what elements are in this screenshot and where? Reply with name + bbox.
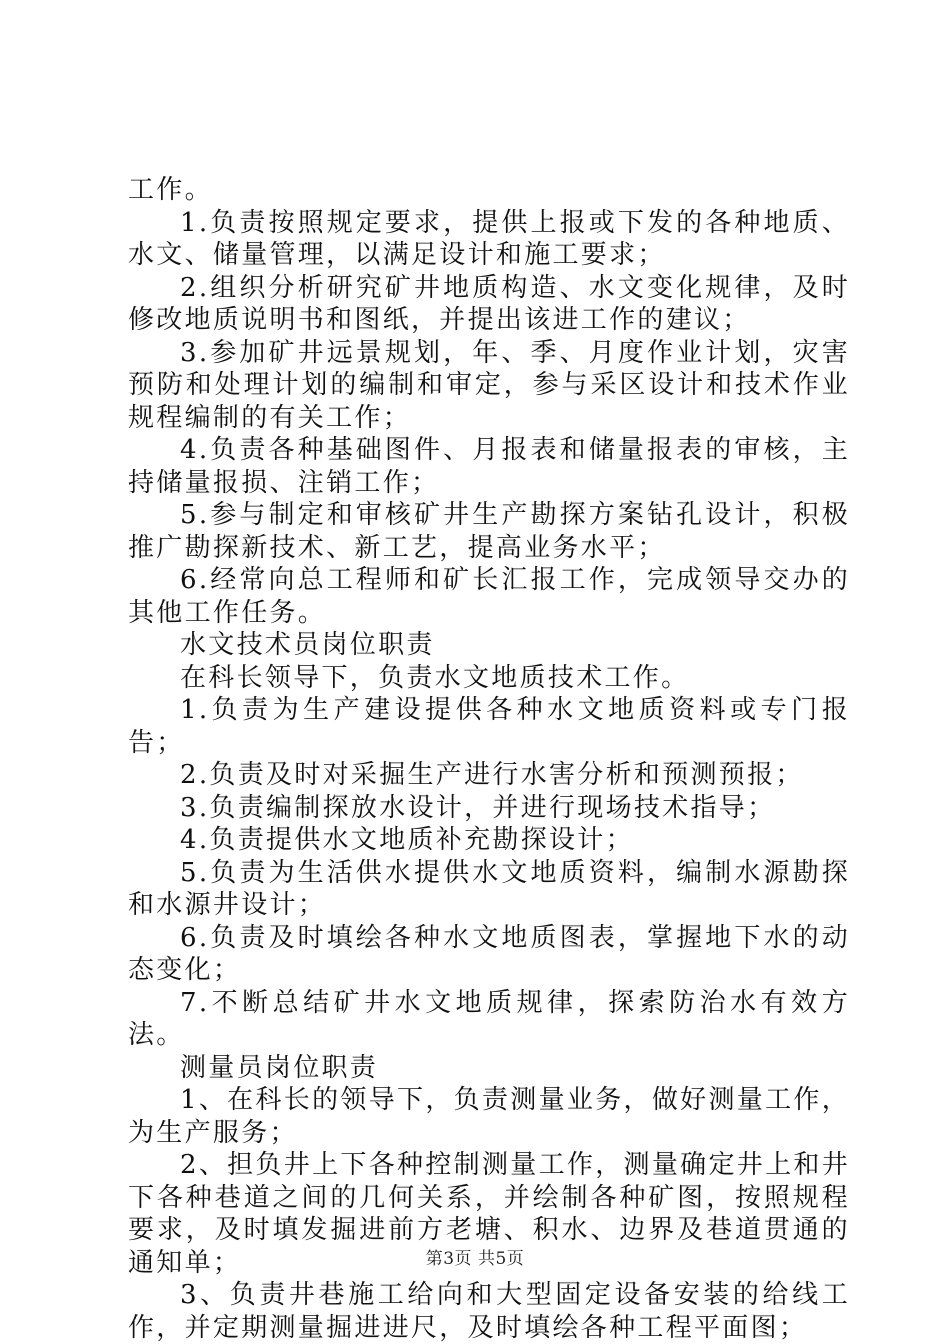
paragraph-continuation: 工作。 (128, 175, 213, 205)
paragraph-geo-duty-4: 4.负责各种基础图件、月报表和储量报表的审核，主持储量报损、注销工作； (128, 435, 850, 498)
paragraph-geo-duty-3: 3.参加矿井远景规划，年、季、月度作业计划，灾害预防和处理计划的编制和审定，参与采区设计和技术作业规程编制的有关工作； (128, 337, 850, 433)
paragraph-geo-duty-5: 5.参与制定和审核矿井生产勘探方案钻孔设计，积极推广勘探新技术、新工艺，提高业务水平； (128, 500, 850, 563)
page-footer: 第3页 共5页 (425, 1249, 525, 1269)
paragraph-survey-duty-2: 2、担负井上下各种控制测量工作，测量确定井上和井下各种巷道之间的几何关系，并绘制各种矿图，按照规程要求，及时填发掘进前方老塘、积水、边界及巷道贯通的通知单； (128, 1150, 850, 1278)
paragraph-survey-duty-3: 3、负责井巷施工给向和大型固定设备安装的给线工作，并定期测量掘进进尺，及时填绘各种工程平面图； (128, 1280, 850, 1343)
section-heading-survey: 测量员岗位职责 (180, 1052, 379, 1083)
paragraph-hydro-duty-4: 4.负责提供水文地质补充勘探设计； (180, 825, 634, 855)
document-body (128, 174, 850, 1344)
paragraph-hydro-duty-2: 2.负责及时对采掘生产进行水害分析和预测预报； (180, 760, 804, 790)
paragraph-hydro-duty-5: 5.负责为生活供水提供水文地质资料，编制水源勘探和水源井设计； (128, 857, 850, 920)
paragraph-geo-duty-2: 2.组织分析研究矿井地质构造、水文变化规律，及时修改地质说明书和图纸，并提出该进工作的建议； (128, 272, 850, 335)
paragraph-hydro-duty-3: 3.负责编制探放水设计，并进行现场技术指导； (180, 792, 776, 823)
section-heading-hydro: 水文技术员岗位职责 (180, 630, 435, 660)
paragraph-hydro-duty-1: 1.负责为生产建设提供各种水文地质资料或专门报告； (128, 695, 850, 758)
paragraph-geo-duty-6: 6.经常向总工程师和矿长汇报工作，完成领导交办的其他工作任务。 (128, 565, 850, 628)
paragraph-hydro-duty-7: 7.不断总结矿井水文地质规律，探索防治水有效方法。 (128, 987, 850, 1050)
paragraph-hydro-duty-6: 6.负责及时填绘各种水文地质图表，掌握地下水的动态变化； (128, 922, 850, 985)
paragraph-geo-duty-1: 1.负责按照规定要求，提供上报或下发的各种地质、水文、储量管理，以满足设计和施工要求； (128, 207, 850, 270)
paragraph-survey-duty-1: 1、在科长的领导下，负责测量业务，做好测量工作，为生产服务； (128, 1085, 850, 1148)
paragraph-hydro-intro: 在科长领导下，负责水文地质技术工作。 (180, 662, 690, 693)
